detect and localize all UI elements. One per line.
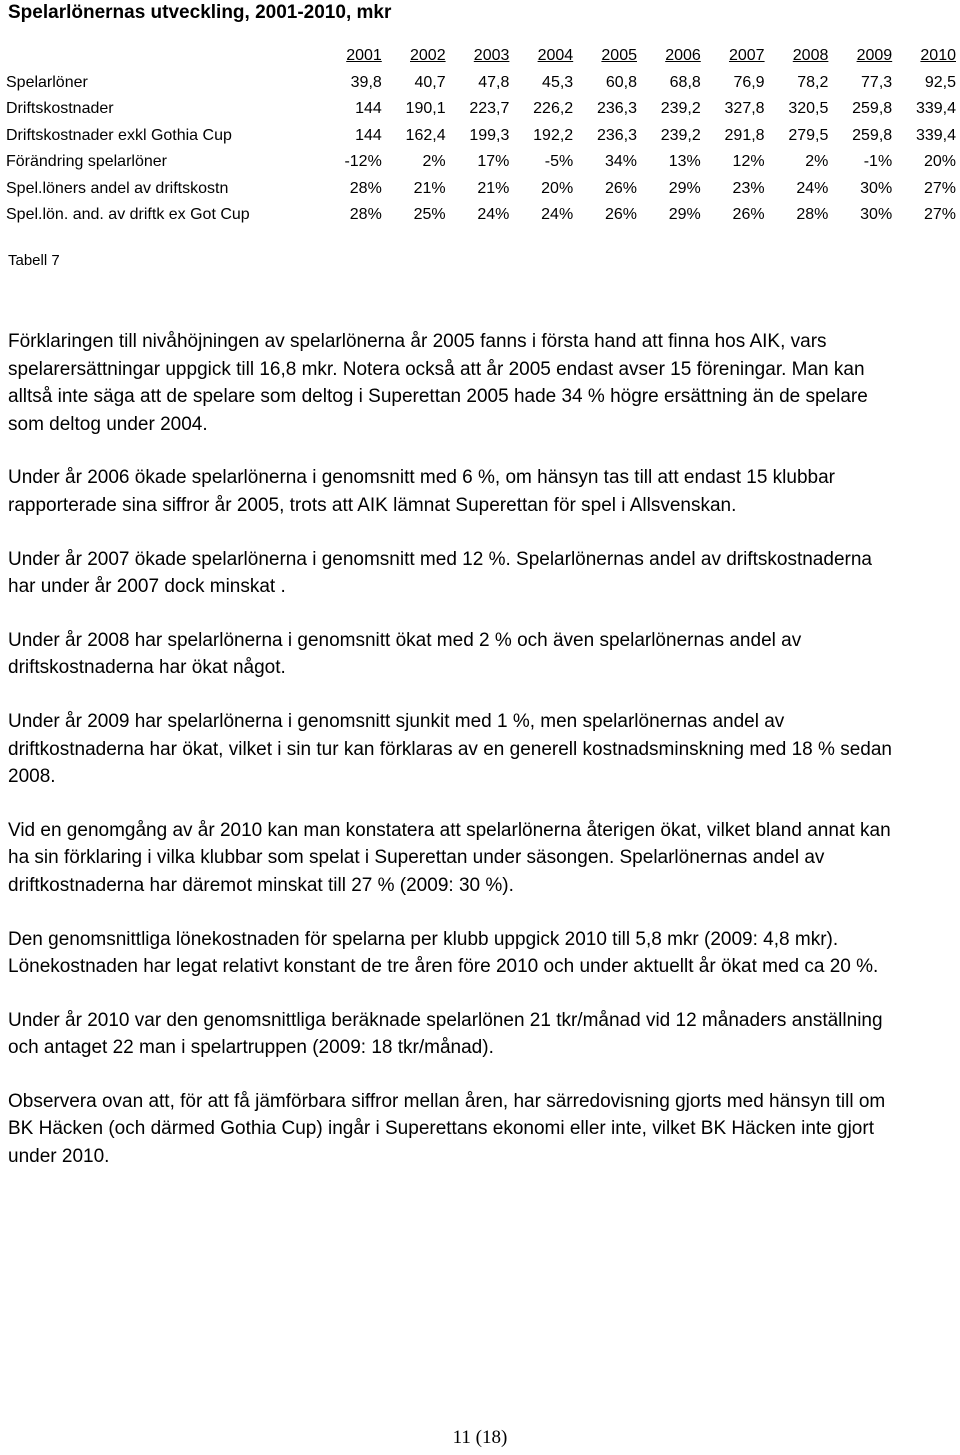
table-cell: 144 [355,100,382,118]
table-cell: 144 [355,126,382,144]
table-cell: 291,8 [724,126,765,144]
table-cell: 2% [805,153,829,171]
table-cell: 20% [923,153,956,171]
table-cell: 23% [732,179,765,197]
table-cell: 259,8 [852,100,893,118]
table-cell: 21% [413,179,446,197]
table-cell: 45,3 [542,73,574,91]
document-title: Spelarlönernas utveckling, 2001-2010, mkr [8,2,392,23]
table-cell: 26% [732,206,765,224]
table-cell: 47,8 [478,73,510,91]
table-header-year: 2005 [601,47,637,65]
table-cell: -5% [544,153,574,171]
table-row [6,70,956,97]
table-cell: 199,3 [469,126,510,144]
table-cell: 190,1 [405,100,446,118]
table-caption: Tabell 7 [8,252,60,269]
table-cell: 77,3 [861,73,893,91]
paragraph: Vid en genomgång av år 2010 kan man konstatera att spelarlönerna återigen ökat, vilket bland annat kan ha sin förklaring i vilka klubbar som spelat i Superettan under säsongen. Spelarlönernas andel av driftkostnaderna har däremot minskat till 27 % (2009: 30 %). [8,819,891,896]
table-cell: 162,4 [405,126,446,144]
table-header-year: 2006 [665,47,701,65]
table-cell: 24% [477,206,510,224]
table-cell: 27% [923,179,956,197]
table-cell: 226,2 [533,100,574,118]
table-row [6,96,956,123]
table-cell: 239,2 [660,100,701,118]
table-cell: 20% [541,179,574,197]
table-cell: 92,5 [924,73,956,91]
table-row [6,202,956,229]
table-cell: 25% [413,206,446,224]
table-cell: 192,2 [533,126,574,144]
paragraph: Under år 2010 var den genomsnittliga beräknade spelarlönen 21 tkr/månad vid 12 månaders anställning och antaget 22 man i spelartruppen (2009: 18 tkr/månad). [8,1009,883,1059]
table-row [6,176,956,203]
table-cell: 27% [923,206,956,224]
table-cell: 30% [860,179,893,197]
table-header-year: 2001 [346,47,382,65]
table-header-corner [6,43,318,70]
paragraph: Under år 2006 ökade spelarlönerna i genomsnitt med 6 %, om hänsyn tas till att endast 15 klubbar rapporterade sina siffror år 2005, trots att AIK lämnat Superettan för spel i Allsvenskan. [8,467,835,516]
table-cell: 30% [860,206,893,224]
row-label: Driftskostnader [6,100,114,118]
table-cell: 68,8 [669,73,701,91]
table-cell: 223,7 [469,100,510,118]
paragraph: Under år 2008 har spelarlönerna i genomsnitt ökat med 2 % och även spelarlönernas andel av driftskostnaderna har ökat något. [8,629,802,679]
table-cell: 28% [796,206,829,224]
paragraph: Förklaringen till nivåhöjningen av spelarlönerna år 2005 fanns i första hand att finna hos AIK, vars spelarersättningar uppgick till 16,8 mkr. Notera också att år 2005 endast avser 15 föreningar. Man kan alltså inte säga att de spelare som deltog i Superettan 2005 hade 34 % högre ersättning än de spelare som deltog under 2004. [8,331,868,435]
table-header-year: 2008 [792,47,829,65]
table-cell: 60,8 [605,73,637,91]
table-header-year: 2004 [537,47,574,65]
paragraph: Observera ovan att, för att få jämförbara siffror mellan åren, har särredovisning gjorts med hänsyn till om BK Häcken (och därmed Gothia Cup) ingår i Superettans ekonomi eller inte, vilket BK Häcken inte gjort under 2010. [8,1090,886,1168]
table-header-row [6,43,956,70]
table-cell: 39,8 [350,73,382,91]
table-cell: 24% [796,179,829,197]
table-header-year: 2010 [920,47,956,65]
table-header-year: 2003 [473,47,510,65]
table-cell: 236,3 [596,100,637,118]
row-label: Förändring spelarlöner [6,153,167,171]
row-label: Driftskostnader exkl Gothia Cup [6,126,232,144]
table-header-year: 2009 [856,47,893,65]
paragraph: Den genomsnittliga lönekostnaden för spelarna per klubb uppgick 2010 till 5,8 mkr (2009: 4,8 mkr). Lönekostnaden har legat relativt konstant de tre åren före 2010 och under aktuellt år ökat med ca 20 %. [8,928,879,978]
table-cell: 339,4 [915,100,956,118]
body-text [8,328,898,1197]
table-row [6,149,956,176]
row-label: Spel.löners andel av driftskostn [6,179,229,197]
table-cell: 320,5 [788,100,829,118]
table-cell: 259,8 [852,126,893,144]
table-cell: 29% [668,206,701,224]
table-cell: 236,3 [596,126,637,144]
table-cell: -12% [344,153,382,171]
table-cell: 78,2 [797,73,829,91]
table-cell: 76,9 [733,73,765,91]
table-cell: 40,7 [414,73,446,91]
table-cell: 17% [477,153,510,171]
paragraph: Under år 2009 har spelarlönerna i genomsnitt sjunkit med 1 %, men spelarlönernas andel av driftkostnaderna har ökat, vilket i sin tur kan förklaras av en generell kostnadsminskning med 18 % sedan 2008. [8,710,892,788]
salary-table [6,43,956,229]
table-cell: 26% [604,179,637,197]
table-cell: 34% [604,153,637,171]
table-cell: 2% [422,153,446,171]
paragraph: Under år 2007 ökade spelarlönerna i genomsnitt med 12 %. Spelarlönernas andel av driftskostnaderna har under år 2007 dock minskat . [8,548,872,598]
page-number: 11 (18) [452,1427,508,1448]
table-cell: 28% [349,206,382,224]
table-cell: -1% [863,153,893,171]
table-cell: 24% [541,206,574,224]
row-label: Spelarlöner [6,73,88,91]
table-cell: 339,4 [915,126,956,144]
table-row [6,123,956,150]
table-cell: 239,2 [660,126,701,144]
table-header-year: 2002 [410,47,446,65]
row-label: Spel.lön. and. av driftk ex Got Cup [6,206,250,224]
table-cell: 279,5 [788,126,829,144]
table-cell: 29% [668,179,701,197]
table-cell: 13% [668,153,701,171]
table-cell: 28% [349,179,382,197]
table-cell: 26% [604,206,637,224]
table-cell: 12% [732,153,765,171]
table-cell: 327,8 [724,100,765,118]
table-cell: 21% [477,179,510,197]
table-header-year: 2007 [728,47,765,65]
